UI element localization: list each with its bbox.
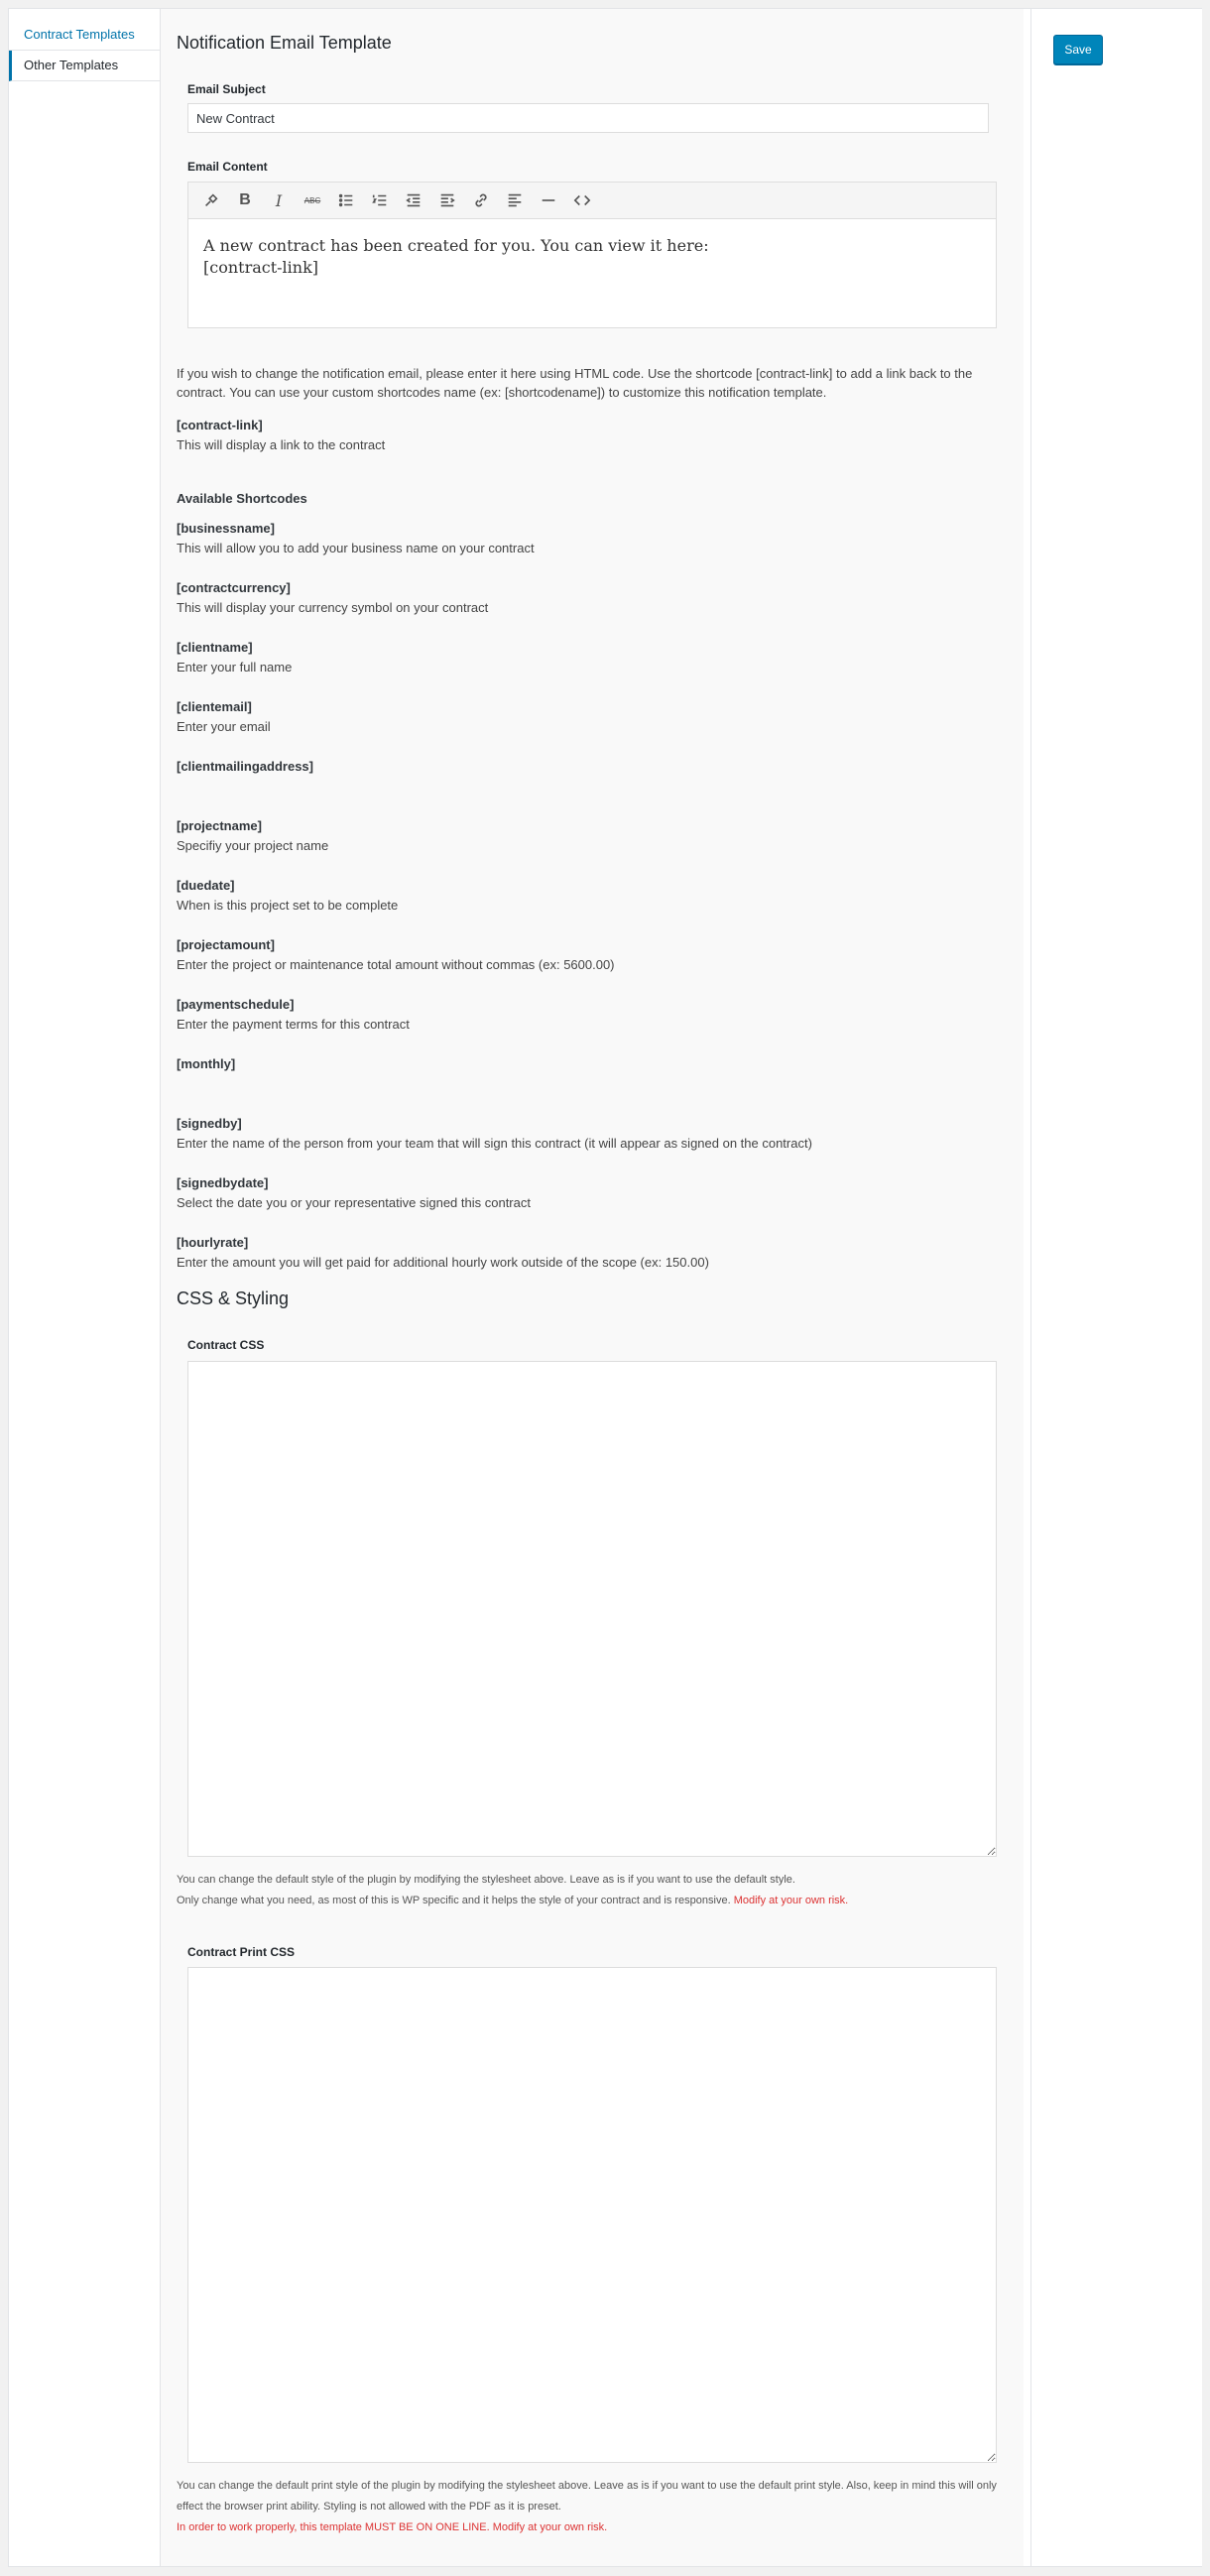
shortcode-item: [177, 1173, 990, 1213]
code-icon[interactable]: [565, 186, 599, 214]
email-subject-label: Email Subject: [187, 82, 266, 96]
shortcode-code: [projectamount]: [177, 937, 275, 952]
contract-css-note: [177, 1870, 1000, 1911]
shortcode-item: [177, 876, 990, 916]
shortcode-item: [177, 757, 990, 777]
shortcode-code: [clientmailingaddress]: [177, 759, 313, 774]
tab-contract-templates[interactable]: Contract Templates: [9, 20, 160, 51]
shortcode-code: [contractcurrency]: [177, 580, 291, 595]
shortcode-item: [177, 995, 990, 1035]
outdent-icon[interactable]: [397, 186, 430, 214]
print-css-note-line1: You can change the default print style of the plugin by modifying the stylesheet above. Leave as is if you want to use the default print style. Also, keep in mind this will only: [177, 2480, 997, 2492]
contract-print-css-textarea[interactable]: [187, 1967, 997, 2463]
shortcode-item: [177, 638, 990, 677]
contract-css-note-line1: You can change the default style of the plugin by modifying the stylesheet above. Leave as is if you want to use the default style.: [177, 1874, 795, 1886]
shortcode-code: [duedate]: [177, 878, 235, 893]
email-content-label: Email Content: [187, 160, 268, 174]
available-shortcodes-heading: Available Shortcodes: [177, 491, 307, 506]
shortcode-code: [signedby]: [177, 1116, 242, 1131]
actions-column: [1030, 9, 1202, 2566]
strikethrough-icon[interactable]: ABC: [303, 195, 321, 205]
contract-css-label: Contract CSS: [187, 1338, 265, 1352]
shortcode-desc: Enter the payment terms for this contract: [177, 1017, 410, 1032]
print-css-note-line2: effect the browser print ability. Styling is not allowed with the PDF as it is preset.: [177, 2501, 561, 2513]
italic-icon[interactable]: I: [275, 190, 283, 210]
shortcode-desc: When is this project set to be complete: [177, 898, 399, 913]
editor-line-2: [contract-link]: [203, 258, 319, 277]
settings-panel: [8, 8, 1202, 2567]
shortcode-code: [hourlyrate]: [177, 1235, 249, 1250]
paintbrush-icon[interactable]: [194, 186, 228, 214]
print-css-warning: In order to work properly, this template MUST BE ON ONE LINE. Modify at your own risk.: [177, 2521, 608, 2533]
email-content-editor: [187, 182, 997, 328]
shortcode-item: [177, 697, 990, 737]
print-css-note: [177, 2476, 1000, 2538]
shortcode-code: [projectname]: [177, 818, 262, 833]
align-left-icon[interactable]: [498, 186, 532, 214]
shortcode-desc: This will display a link to the contract: [177, 437, 386, 452]
numbered-list-icon[interactable]: [363, 186, 397, 214]
shortcode-item: [177, 935, 990, 975]
shortcode-item: [177, 1114, 990, 1154]
horizontal-rule-icon[interactable]: [532, 186, 565, 214]
bold-icon[interactable]: B: [239, 191, 251, 208]
shortcode-desc: This will allow you to add your business name on your contract: [177, 541, 535, 555]
shortcode-code: [clientemail]: [177, 699, 252, 714]
shortcode-code: [paymentschedule]: [177, 997, 295, 1012]
shortcode-desc: This will display your currency symbol on your contract: [177, 600, 489, 615]
contract-link-shortcode: [177, 416, 990, 455]
contract-print-css-label: Contract Print CSS: [187, 1945, 296, 1959]
shortcode-desc: Enter the name of the person from your team that will sign this contract (it will appear as signed on the contract): [177, 1136, 812, 1151]
indent-icon[interactable]: [430, 186, 464, 214]
sidebar: [9, 9, 161, 2566]
editor-body[interactable]: [188, 219, 996, 295]
editor-toolbar: [188, 183, 996, 219]
contract-css-warning: Modify at your own risk.: [733, 1895, 849, 1906]
shortcode-code: [contract-link]: [177, 418, 263, 432]
shortcode-item: [177, 519, 990, 558]
shortcode-item: [177, 1233, 990, 1273]
shortcode-desc: Enter your full name: [177, 660, 293, 675]
notification-help-text: If you wish to change the notification email, please enter it here using HTML code. Use the shortcode [contract-link] to add a link back to the contract. You can use your custom shortcodes name (ex: [shortcodename]) to customize this notification template.: [177, 366, 973, 400]
shortcode-item: [177, 816, 990, 856]
shortcode-desc: Specifiy your project name: [177, 838, 329, 853]
notification-heading: Notification Email Template: [177, 33, 392, 53]
shortcode-desc: Select the date you or your representative signed this contract: [177, 1195, 531, 1210]
email-subject-input[interactable]: [187, 103, 989, 133]
bulleted-list-icon[interactable]: [329, 186, 363, 214]
shortcode-desc: Enter your email: [177, 719, 271, 734]
css-styling-heading: CSS & Styling: [177, 1288, 290, 1308]
tab-other-templates[interactable]: Other Templates: [9, 51, 160, 81]
shortcode-code: [businessname]: [177, 521, 275, 536]
shortcode-desc: Enter the amount you will get paid for additional hourly work outside of the scope (ex: 150.00): [177, 1255, 709, 1270]
shortcode-desc: Enter the project or maintenance total amount without commas (ex: 5600.00): [177, 957, 615, 972]
editor-line-1: A new contract has been created for you. You can view it here:: [203, 236, 709, 255]
main-content: [161, 9, 1024, 2566]
shortcode-item: [177, 578, 990, 618]
shortcode-code: [clientname]: [177, 640, 253, 655]
shortcode-item: [177, 1054, 990, 1074]
shortcode-code: [signedbydate]: [177, 1175, 269, 1190]
contract-css-textarea[interactable]: [187, 1361, 997, 1857]
shortcode-code: [monthly]: [177, 1056, 236, 1071]
link-icon[interactable]: [464, 186, 498, 214]
save-button[interactable]: Save: [1053, 35, 1103, 64]
contract-css-note-line2: Only change what you need, as most of this is WP specific and it helps the style of your contract and is responsive. Modify at your own risk.: [177, 1895, 849, 1906]
